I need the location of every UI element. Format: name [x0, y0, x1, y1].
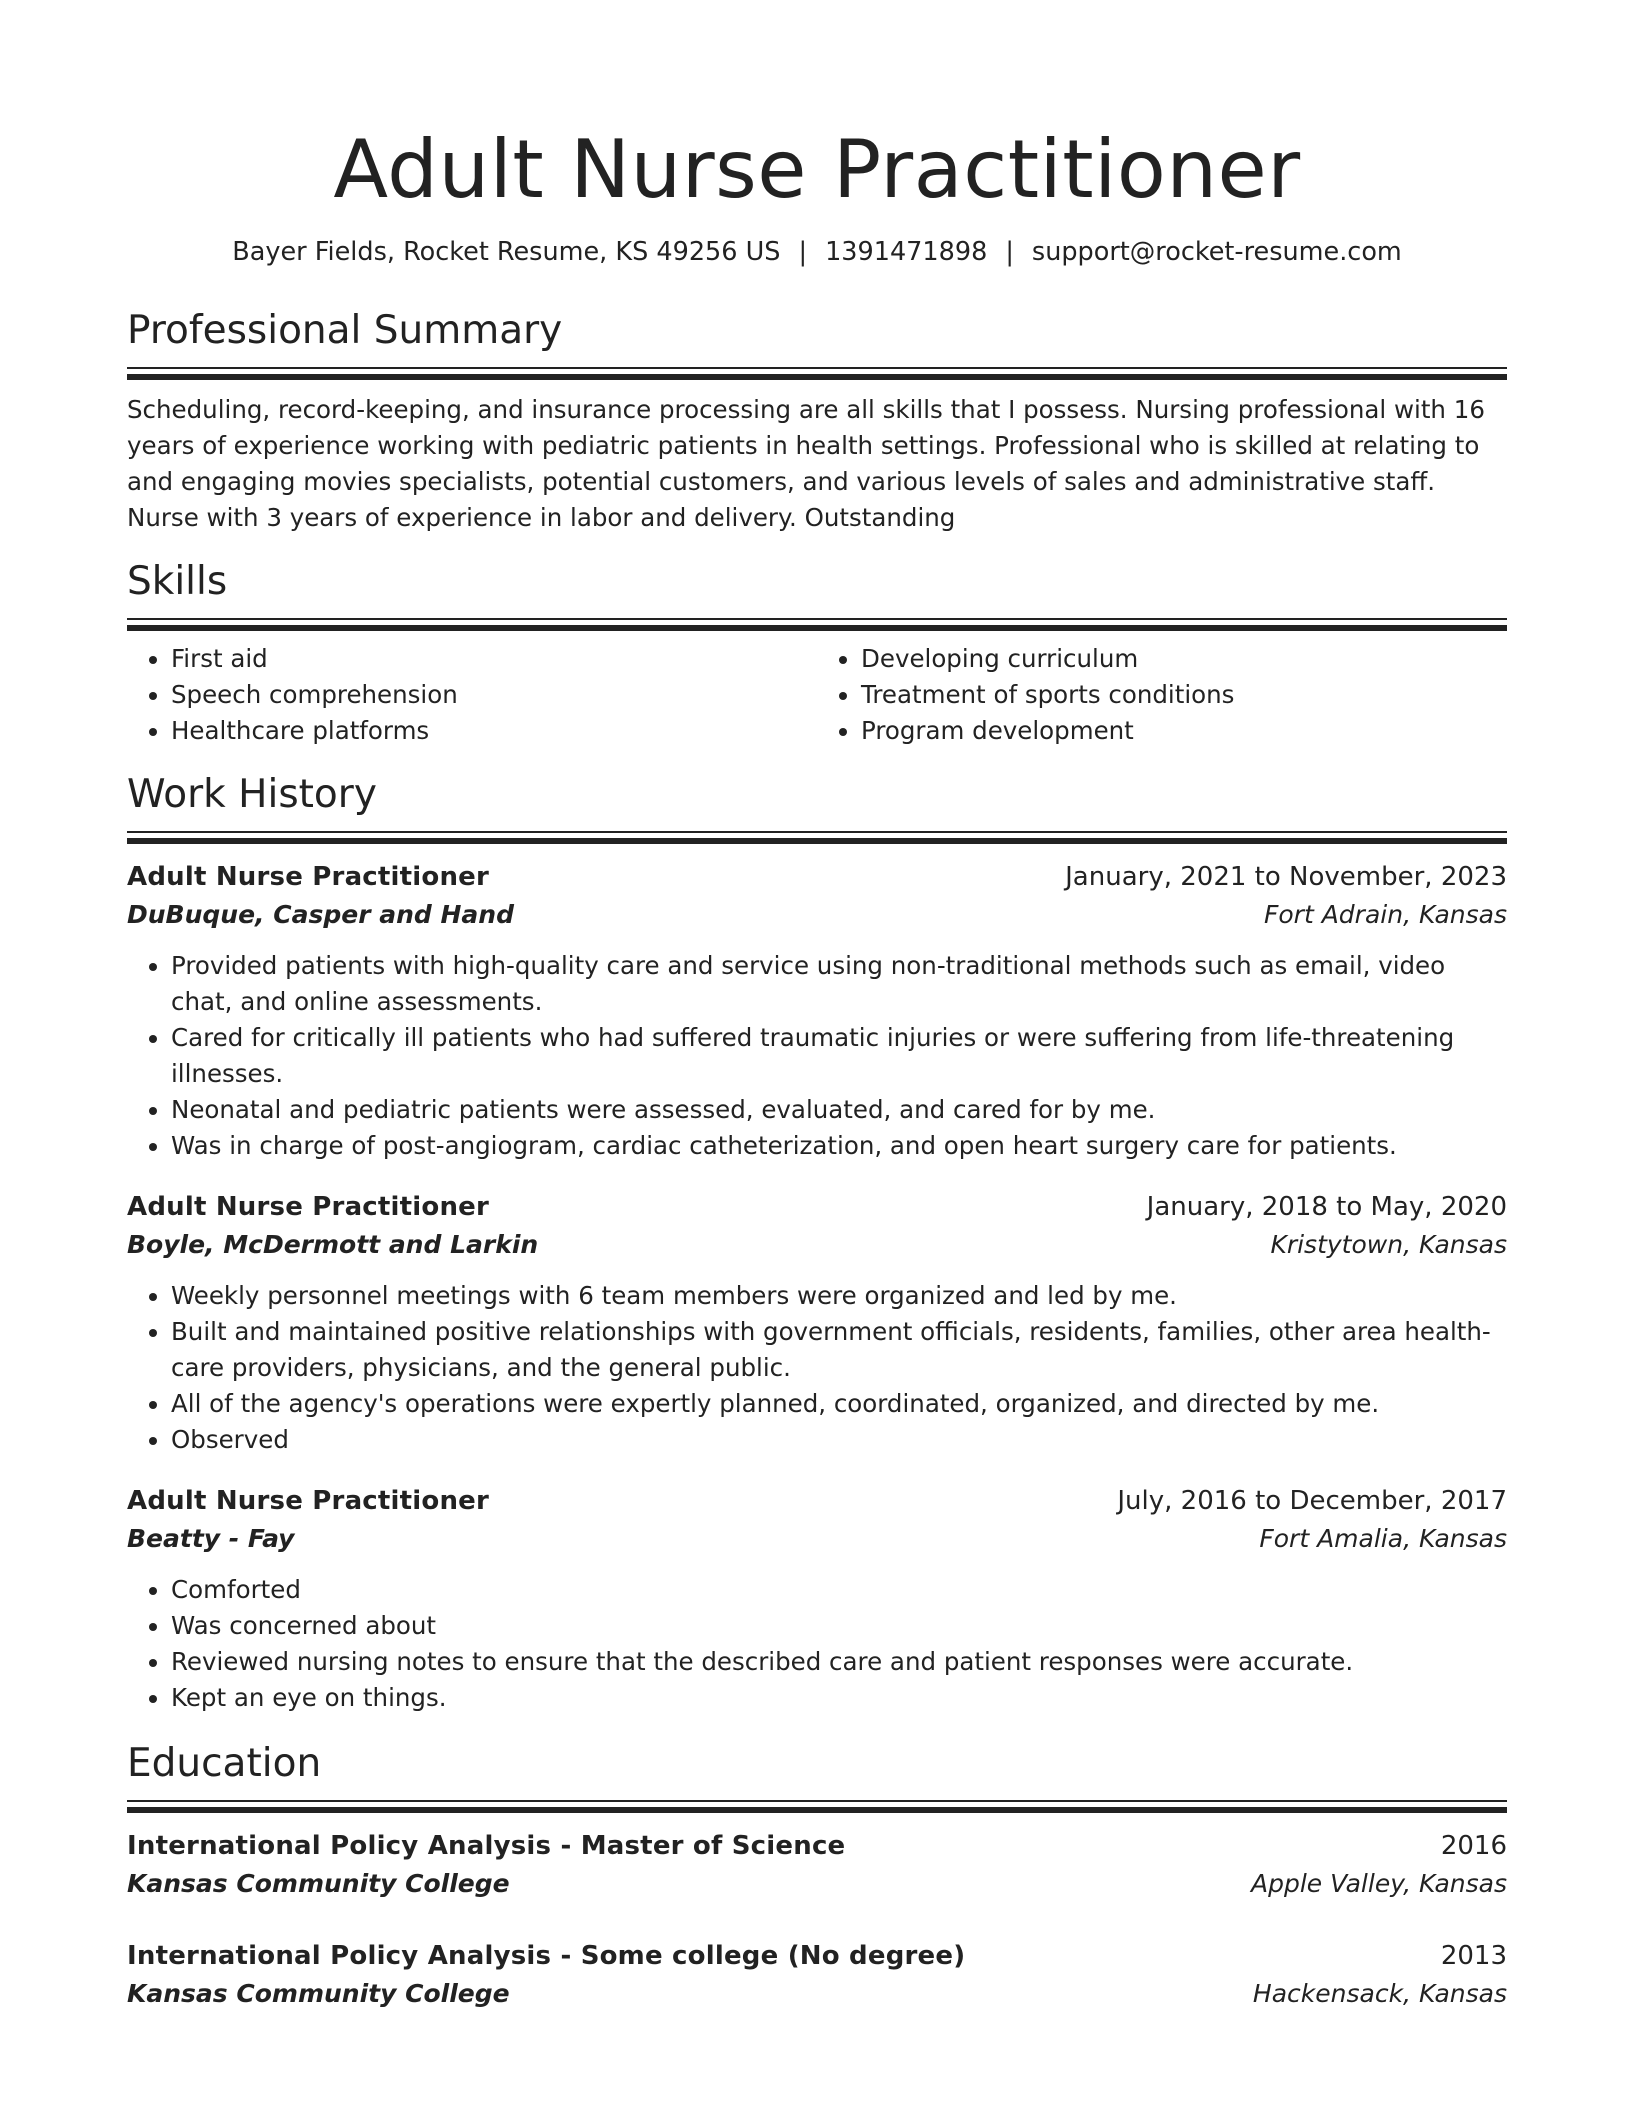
- job-bullets: [127, 948, 1507, 1164]
- contact-address: Bayer Fields, Rocket Resume, KS 49256 US: [232, 237, 781, 267]
- skill-item: • Speech comprehension: [171, 677, 817, 713]
- education-location: Hackensack, Kansas: [1252, 1979, 1507, 2008]
- education-header-row: [127, 1937, 1507, 1975]
- job-location: Kristytown, Kansas: [1270, 1230, 1507, 1259]
- job-title: Adult Nurse Practitioner: [127, 862, 490, 892]
- education-degree: International Policy Analysis - Some college (No degree): [127, 1941, 966, 1971]
- education-school-row: [127, 1865, 1507, 1903]
- job-bullets: [127, 1278, 1507, 1458]
- job-dates: July, 2016 to December, 2017: [1117, 1486, 1507, 1516]
- job-employer: DuBuque, Casper and Hand: [127, 900, 514, 929]
- skills-section: [127, 556, 1507, 749]
- skill-item: • Healthcare platforms: [171, 713, 817, 749]
- education-year: 2013: [1440, 1941, 1507, 1971]
- job-location: Fort Adrain, Kansas: [1264, 900, 1507, 929]
- job-bullet: • Kept an eye on things.: [171, 1680, 1507, 1716]
- job-dates: January, 2018 to May, 2020: [1146, 1192, 1507, 1222]
- job-bullet: • Was in charge of post-angiogram, cardiac catheterization, and open heart surgery care for patients.: [171, 1128, 1507, 1164]
- job-bullet: • Weekly personnel meetings with 6 team members were organized and led by me.: [171, 1278, 1507, 1314]
- section-divider: [127, 831, 1507, 844]
- job-entry: [127, 1482, 1507, 1716]
- resume-title: Adult Nurse Practitioner: [333, 123, 1301, 216]
- skills-heading: Skills: [127, 559, 228, 604]
- job-bullet: • Provided patients with high-quality care and service using non-traditional methods such as email, video chat, and online assessments.: [171, 948, 1507, 1020]
- summary-section: [127, 305, 1507, 536]
- resume-page: [127, 0, 1507, 2013]
- work-section: [127, 769, 1507, 1716]
- skills-list-left: [127, 641, 817, 749]
- summary-heading: Professional Summary: [127, 308, 563, 353]
- job-header-row: [127, 1482, 1507, 1520]
- contact-separator: |: [1005, 237, 1014, 267]
- skills-grid: [127, 641, 1507, 749]
- job-bullet: • All of the agency's operations were expertly planned, coordinated, organized, and directed by me.: [171, 1386, 1507, 1422]
- job-entry: [127, 858, 1507, 1164]
- skill-item: • Program development: [861, 713, 1507, 749]
- job-location: Fort Amalia, Kansas: [1259, 1524, 1507, 1553]
- skill-item: • Developing curriculum: [861, 641, 1507, 677]
- job-employer: Boyle, McDermott and Larkin: [127, 1230, 539, 1259]
- section-divider: [127, 1800, 1507, 1813]
- contact-email: support@rocket-resume.com: [1031, 237, 1402, 267]
- education-heading: Education: [127, 1741, 322, 1786]
- education-year: 2016: [1440, 1831, 1507, 1861]
- job-bullet: • Was concerned about: [171, 1608, 1507, 1644]
- job-header-row: [127, 858, 1507, 896]
- contact-phone: 1391471898: [825, 237, 988, 267]
- job-header-row: [127, 1188, 1507, 1226]
- job-bullet: • Built and maintained positive relationships with government officials, residents, families, other area health-care providers, physicians, and the general public.: [171, 1314, 1507, 1386]
- job-employer-row: [127, 896, 1507, 934]
- job-bullet: • Neonatal and pediatric patients were assessed, evaluated, and cared for by me.: [171, 1092, 1507, 1128]
- contact-separator: |: [798, 237, 808, 267]
- skills-list-right: [817, 641, 1507, 749]
- education-entry: [127, 1937, 1507, 2013]
- job-bullets: [127, 1572, 1507, 1716]
- job-bullet: • Cared for critically ill patients who had suffered traumatic injuries or were suffering from life-threatening illnesses.: [171, 1020, 1507, 1092]
- job-bullet: • Reviewed nursing notes to ensure that the described care and patient responses were accurate.: [171, 1644, 1507, 1680]
- education-school: Kansas Community College: [127, 1979, 510, 2008]
- job-bullet: • Observed: [171, 1422, 1507, 1458]
- education-school: Kansas Community College: [127, 1869, 510, 1898]
- job-employer-row: [127, 1226, 1507, 1264]
- job-employer-row: [127, 1520, 1507, 1558]
- job-title: Adult Nurse Practitioner: [127, 1192, 490, 1222]
- work-heading: Work History: [127, 772, 377, 817]
- education-school-row: [127, 1975, 1507, 2013]
- education-degree: International Policy Analysis - Master of Science: [127, 1831, 846, 1861]
- education-section: [127, 1738, 1507, 2013]
- skill-item: • Treatment of sports conditions: [861, 677, 1507, 713]
- skill-item: • First aid: [171, 641, 817, 677]
- contact-line: [127, 234, 1507, 270]
- education-location: Apple Valley, Kansas: [1251, 1869, 1507, 1898]
- education-entry: [127, 1827, 1507, 1903]
- summary-text: Scheduling, record-keeping, and insurance processing are all skills that I possess. Nursing professional with 16 years of experience working with pediatric patients in health settings. Professional who is skilled at relating to and engaging movies specialists, potential customers, and various levels of sales and administrative staff. Nurse with 3 years of experience in labor and delivery. Outstanding: [127, 395, 1485, 532]
- section-divider: [127, 367, 1507, 380]
- job-title: Adult Nurse Practitioner: [127, 1486, 490, 1516]
- education-header-row: [127, 1827, 1507, 1865]
- job-employer: Beatty - Fay: [127, 1524, 295, 1553]
- section-divider: [127, 618, 1507, 631]
- job-entry: [127, 1188, 1507, 1458]
- job-dates: January, 2021 to November, 2023: [1065, 862, 1507, 892]
- job-bullet: • Comforted: [171, 1572, 1507, 1608]
